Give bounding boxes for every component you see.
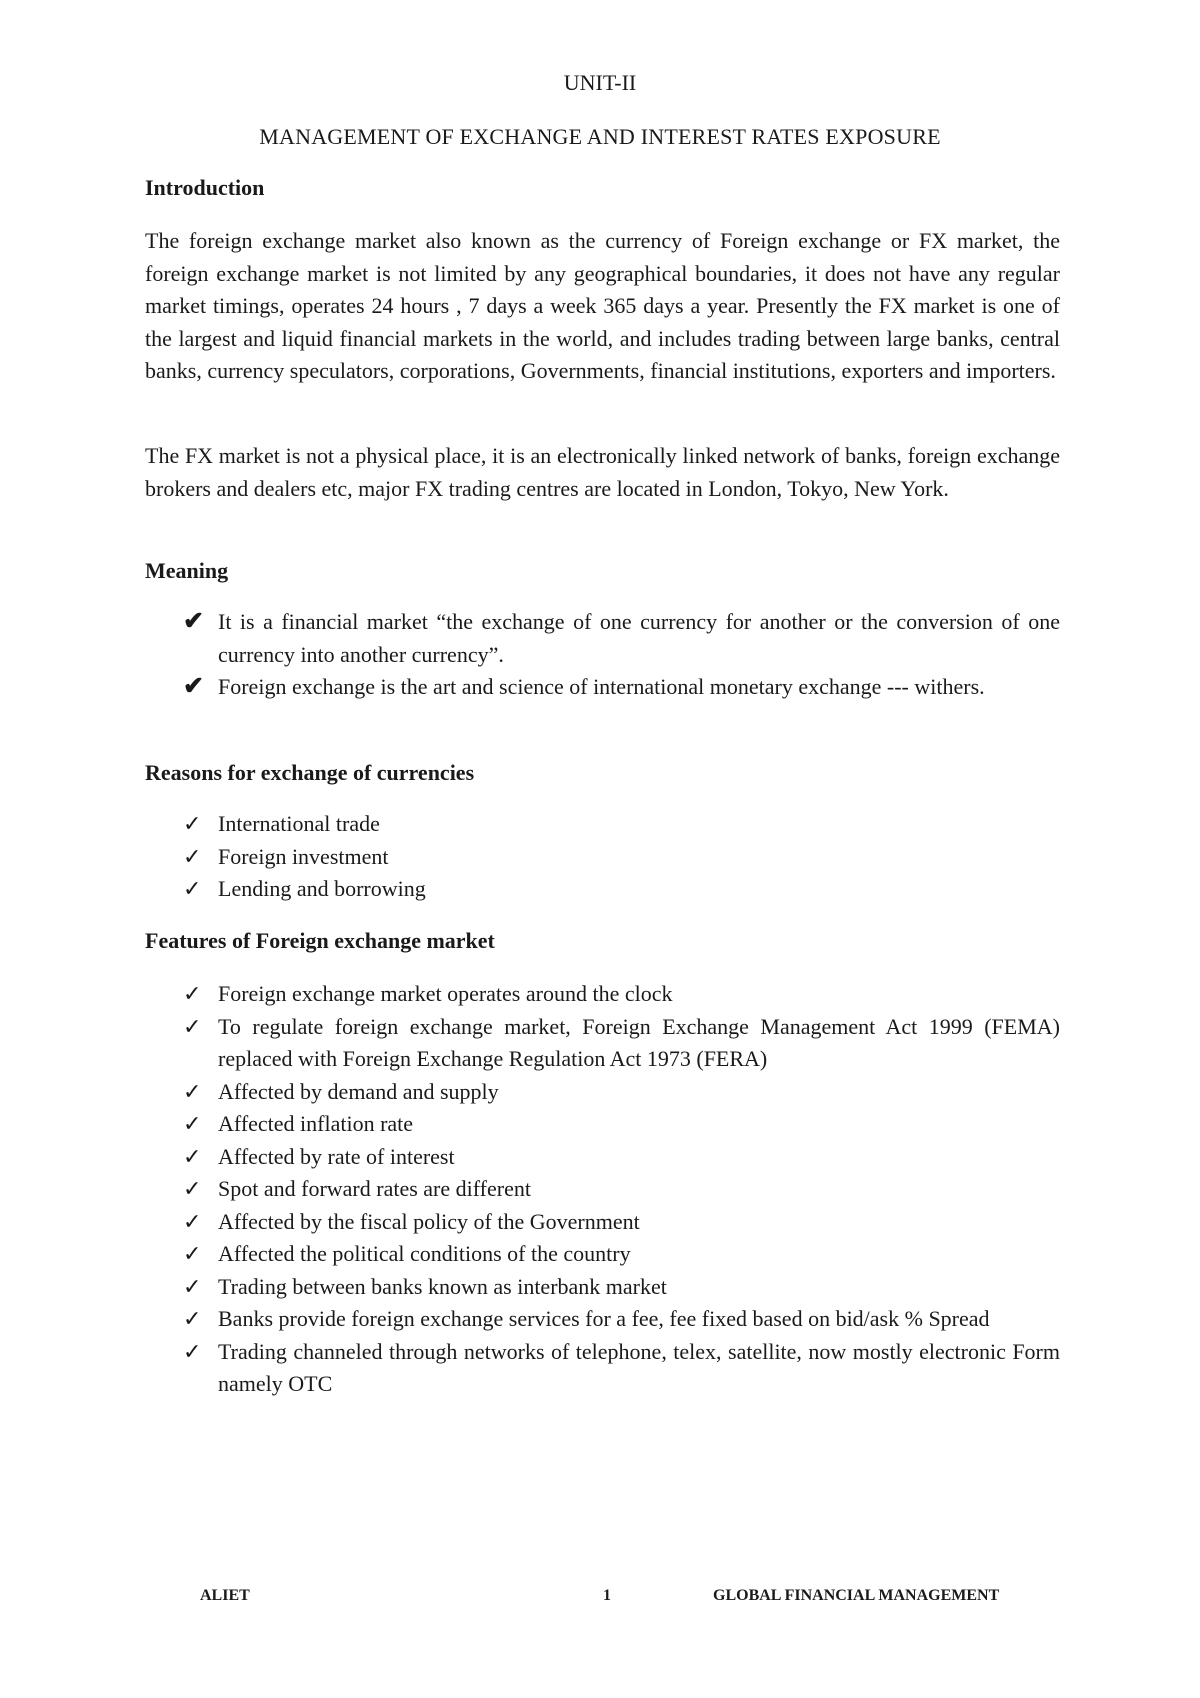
list-item-text: Trading channeled through networks of telephone, telex, satellite, now mostly electronic Form namely OTC — [218, 1338, 1060, 1396]
list-item-text: Trading between banks known as interbank market — [218, 1273, 667, 1299]
footer-page-number: 1 — [603, 1587, 611, 1604]
footer-course-title: GLOBAL FINANCIAL MANAGEMENT — [713, 1587, 1000, 1604]
list-item-text: It is a financial market “the exchange of one currency for another or the conversion of one currency into another currency”. — [218, 609, 1060, 667]
list-item-text: Foreign exchange market operates around the clock — [218, 981, 673, 1006]
check-mark-icon: ✓ — [183, 1176, 202, 1201]
list-item-text: Affected by demand and supply — [218, 1078, 499, 1104]
check-mark-icon: ✓ — [183, 811, 202, 836]
list-item-text: Spot and forward rates are different — [218, 1176, 531, 1201]
list-item — [145, 873, 1060, 906]
check-mark-icon: ✓ — [183, 1241, 202, 1266]
list-item — [145, 1076, 1060, 1109]
check-mark-icon: ✓ — [183, 1013, 202, 1039]
list-item — [145, 1336, 1060, 1401]
list-item — [145, 606, 1060, 671]
features-list — [145, 978, 1060, 1401]
list-item — [145, 1108, 1060, 1141]
list-item — [145, 1141, 1060, 1174]
introduction-paragraph-1: The foreign exchange market also known as the currency of Foreign exchange or FX market, the foreign exchange market is not limited by any geographical boundaries, it does not have any regular market timings, operates 24 hours , 7 days a week 365 days a year. Presently the FX market is one of the largest and liquid financial markets in the world, and includes trading between large banks, central banks, currency speculators, corporations, Governments, financial institutions, exporters and importers. — [145, 228, 1060, 383]
introduction-heading: Introduction — [145, 175, 265, 200]
list-item — [145, 841, 1060, 874]
check-mark-icon: ✓ — [183, 843, 202, 869]
list-item-text: Affected the political conditions of the country — [218, 1241, 631, 1266]
check-mark-icon: ✓ — [183, 981, 202, 1006]
list-item — [145, 1271, 1060, 1304]
list-item-text: International trade — [218, 811, 380, 836]
list-item-text: Foreign investment — [218, 843, 389, 869]
list-item — [145, 1303, 1060, 1336]
list-item-text: Affected by the fiscal policy of the Government — [218, 1208, 640, 1234]
list-item-text: Affected inflation rate — [218, 1111, 414, 1136]
check-mark-icon: ✓ — [183, 1306, 202, 1331]
list-item — [145, 1206, 1060, 1239]
reasons-heading: Reasons for exchange of currencies — [145, 760, 475, 785]
list-item — [145, 1173, 1060, 1206]
features-heading: Features of Foreign exchange market — [145, 928, 495, 953]
page-title: MANAGEMENT OF EXCHANGE AND INTEREST RATES EXPOSURE — [259, 124, 941, 149]
footer-institution: ALIET — [200, 1587, 250, 1604]
list-item — [145, 671, 1060, 704]
list-item-text: Banks provide foreign exchange services for a fee, fee fixed based on bid/ask % Spread — [218, 1306, 990, 1331]
list-item — [145, 1238, 1060, 1271]
unit-title: UNIT-II — [563, 70, 637, 95]
check-mark-icon: ✓ — [183, 1143, 202, 1169]
meaning-list — [145, 606, 1060, 704]
list-item — [145, 1011, 1060, 1076]
list-item — [145, 808, 1060, 841]
reasons-list — [145, 808, 1060, 906]
list-item-text: Lending and borrowing — [218, 876, 426, 901]
check-mark-icon: ✓ — [183, 1111, 202, 1136]
meaning-heading: Meaning — [145, 558, 229, 583]
check-mark-icon: ✓ — [183, 1338, 202, 1364]
check-mark-icon: ✓ — [183, 1078, 202, 1104]
check-mark-icon: ✓ — [183, 876, 202, 901]
list-item-text: Foreign exchange is the art and science of international monetary exchange --- withers. — [218, 674, 985, 699]
list-item-text: Affected by rate of interest — [218, 1143, 455, 1169]
check-mark-icon: ✔ — [183, 673, 204, 700]
check-mark-icon: ✔ — [183, 608, 204, 635]
check-mark-icon: ✓ — [183, 1273, 202, 1299]
introduction-paragraph-2: The FX market is not a physical place, it is an electronically linked network of banks, foreign exchange brokers and dealers etc, major FX trading centres are located in London, Tokyo, New York. — [145, 443, 1060, 501]
list-item-text: To regulate foreign exchange market, Foreign Exchange Management Act 1999 (FEMA) replaced with Foreign Exchange Regulation Act 1973 (FERA) — [218, 1013, 1060, 1071]
check-mark-icon: ✓ — [183, 1208, 202, 1234]
list-item — [145, 978, 1060, 1011]
